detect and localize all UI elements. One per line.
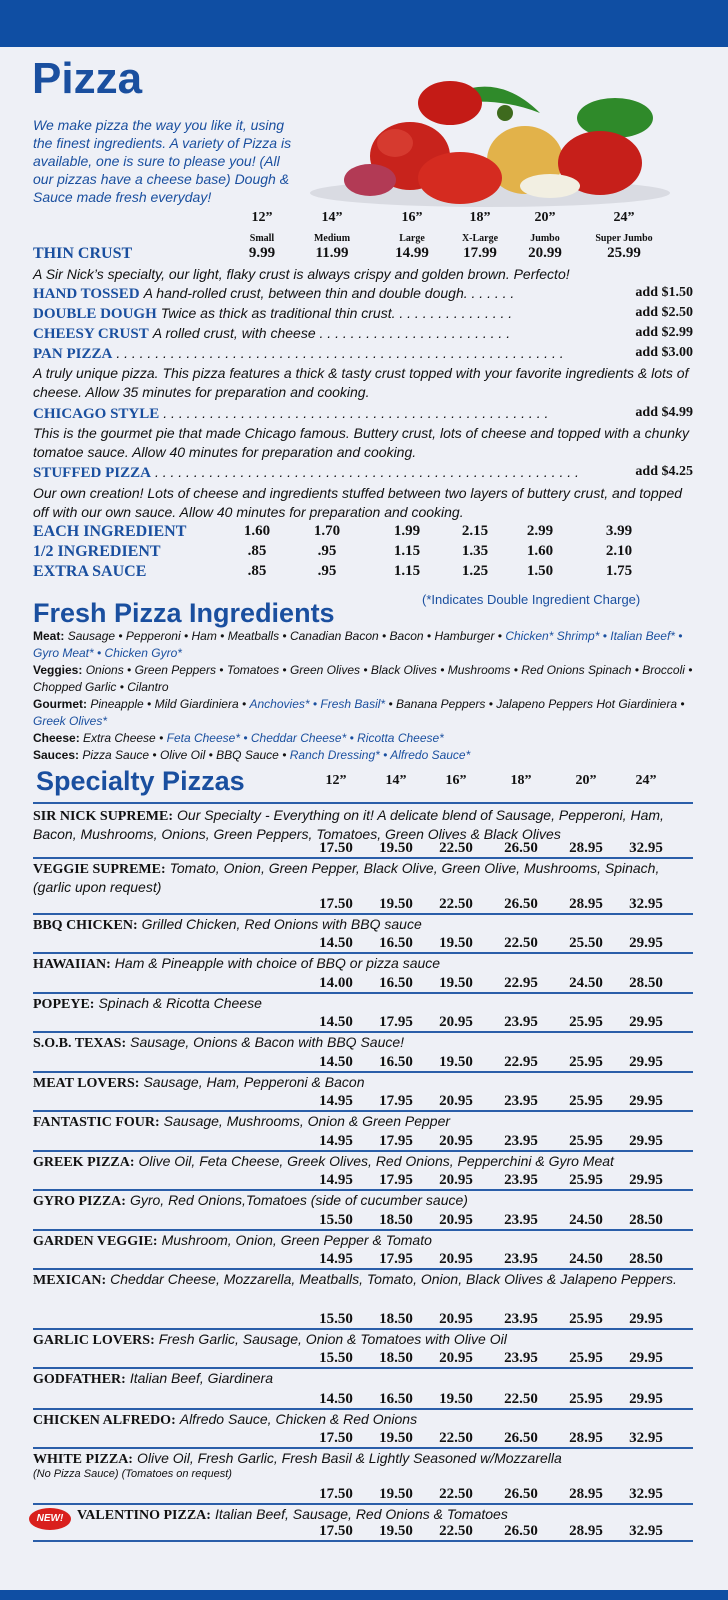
specialty-price: 17.50: [319, 1523, 353, 1539]
spec-size-14: 14”: [385, 773, 407, 788]
gourmet-list-2: • Banana Peppers • Jalapeno Peppers Hot Giardiniera •: [388, 697, 685, 711]
gourmet-double-list-2: Greek Olives*: [33, 714, 108, 728]
ingredients-sauces: [33, 747, 693, 764]
gourmet-label: Gourmet:: [33, 697, 87, 711]
specialty-price: 22.95: [504, 1054, 538, 1070]
meat-double-list: Chicken* Shrimp* • Italian Beef* • Gyro Meat* • Chicken Gyro*: [33, 629, 683, 660]
specialty-desc: Ham & Pineapple with choice of BBQ or pizza sauce: [114, 955, 441, 971]
crust-row: [33, 285, 693, 305]
specialty-price: 25.95: [569, 1391, 603, 1407]
specialty-text: [33, 859, 693, 897]
specialty-prices: [33, 1132, 693, 1150]
crust-name: HAND TOSSED: [33, 286, 140, 302]
ingredients-title: Fresh Pizza Ingredients: [33, 598, 335, 628]
specialty-prices: [33, 1310, 693, 1328]
specialty-price: 29.95: [629, 1172, 663, 1188]
sauces-label: Sauces:: [33, 748, 80, 762]
specialty-item: [33, 1270, 693, 1330]
specialty-text: [33, 1073, 693, 1092]
specialty-price: 23.95: [504, 1014, 538, 1030]
specialty-price: 32.95: [629, 1486, 663, 1502]
specialty-price: 22.50: [504, 935, 538, 951]
crust-price: add $2.99: [631, 325, 693, 341]
specialty-price: 19.50: [379, 896, 413, 912]
specialty-price: 22.50: [439, 896, 473, 912]
ingredients-meat: [33, 628, 693, 662]
size-name-medium: Medium: [313, 233, 351, 244]
specialty-price: 23.95: [504, 1212, 538, 1228]
extra-price: 2.99: [526, 523, 554, 539]
size-20: 20”: [534, 210, 556, 225]
specialty-price: 20.95: [439, 1133, 473, 1149]
top-banner: [0, 0, 728, 47]
specialty-price: 17.50: [319, 1486, 353, 1502]
specialty-price: 17.95: [379, 1172, 413, 1188]
specialty-prices: [33, 1429, 693, 1447]
specialty-item: [33, 1449, 693, 1505]
size-24: 24”: [613, 210, 635, 225]
thin-crust-price-16: 14.99: [395, 245, 429, 261]
specialty-desc: Olive Oil, Feta Cheese, Greek Olives, Red Onions, Pepperchini & Gyro Meat: [138, 1153, 614, 1169]
specialty-price: 17.50: [319, 896, 353, 912]
spec-size-12: 12”: [325, 773, 347, 788]
crust-name: DOUBLE DOUGH: [33, 306, 157, 322]
specialty-price: 14.95: [319, 1093, 353, 1109]
specialty-price: 20.95: [439, 1251, 473, 1267]
extra-price: 1.75: [605, 563, 633, 579]
specialty-price: 14.50: [319, 1391, 353, 1407]
specialty-item: [33, 954, 693, 994]
extra-label: 1/2 INGREDIENT: [33, 543, 161, 560]
specialty-price: 29.95: [629, 1014, 663, 1030]
extra-label: EACH INGREDIENT: [33, 523, 187, 540]
cheese-list: Extra Cheese •: [83, 731, 164, 745]
specialty-prices: [33, 1013, 693, 1031]
specialty-price: 22.95: [504, 975, 538, 991]
specialty-price: 15.50: [319, 1212, 353, 1228]
specialty-item: [33, 806, 693, 859]
specialty-price: 28.95: [569, 896, 603, 912]
specialty-price: 19.50: [379, 1523, 413, 1539]
specialty-price: 23.95: [504, 1311, 538, 1327]
specialty-price: 23.95: [504, 1093, 538, 1109]
pan-pizza-desc: A truly unique pizza. This pizza features a thick & tasty crust topped with your favorite ingredients & lots of cheese. Allow 35 minutes for preparation and cooking.: [33, 365, 689, 400]
specialty-desc: Sausage, Ham, Pepperoni & Bacon: [143, 1074, 365, 1090]
specialty-price: 22.50: [439, 1523, 473, 1539]
bottom-banner: [0, 1590, 728, 1600]
specialty-price: 25.95: [569, 1054, 603, 1070]
crust-desc: A hand-rolled crust, between thin and double dough. . . . . . .: [143, 285, 515, 301]
specialty-price: 16.50: [379, 1054, 413, 1070]
specialty-price: 19.50: [439, 1054, 473, 1070]
specialty-item: [33, 1369, 693, 1410]
specialty-name: SIR NICK SUPREME:: [33, 809, 174, 824]
crust-price: add $2.50: [631, 305, 693, 321]
specialty-name: MEAT LOVERS:: [33, 1076, 140, 1091]
chicago-row: [33, 405, 693, 425]
extra-price: .95: [317, 543, 337, 559]
specialty-name: VALENTINO PIZZA:: [77, 1508, 211, 1523]
specialty-price: 23.95: [504, 1350, 538, 1366]
specialty-price: 29.95: [629, 1311, 663, 1327]
spec-size-18: 18”: [510, 773, 532, 788]
specialty-item: [33, 1152, 693, 1191]
extra-price: .85: [247, 543, 267, 559]
specialty-name: GARDEN VEGGIE:: [33, 1234, 158, 1249]
specialty-price: 19.50: [439, 975, 473, 991]
specialty-price: 32.95: [629, 1430, 663, 1446]
specialty-price: 17.95: [379, 1251, 413, 1267]
specialty-price: 14.50: [319, 1054, 353, 1070]
specialty-price: 22.50: [504, 1391, 538, 1407]
specialty-subnote: (No Pizza Sauce) (Tomatoes on request): [33, 1468, 232, 1480]
specialty-text: [33, 1231, 693, 1250]
specialty-prices: [33, 1250, 693, 1268]
meat-label: Meat:: [33, 629, 65, 643]
gourmet-double-list: Anchovies* • Fresh Basil*: [249, 697, 386, 711]
specialty-price: 25.95: [569, 1014, 603, 1030]
specialty-price: 22.50: [439, 1486, 473, 1502]
extra-label: EXTRA SAUCE: [33, 563, 147, 580]
specialty-item: [33, 1073, 693, 1112]
specialty-price: 28.95: [569, 1430, 603, 1446]
specialty-price: 29.95: [629, 1054, 663, 1070]
crust-row: [33, 345, 693, 365]
extra-price: .85: [247, 563, 267, 579]
specialty-price: 14.95: [319, 1133, 353, 1149]
specialty-price: 20.95: [439, 1093, 473, 1109]
size-14: 14”: [321, 210, 343, 225]
specialty-name: HAWAIIAN:: [33, 957, 111, 972]
specialty-price: 24.50: [569, 975, 603, 991]
specialty-price: 29.95: [629, 1133, 663, 1149]
specialty-desc: Italian Beef, Giardinera: [129, 1370, 274, 1386]
specialty-price: 18.50: [379, 1350, 413, 1366]
specialty-price: 18.50: [379, 1311, 413, 1327]
stuffed-desc: Our own creation! Lots of cheese and ingredients stuffed between two layers of buttery crust, and topped off with our own sauce. Allow 40 minutes for preparation and cooking.: [33, 485, 683, 520]
stuffed-name: STUFFED PIZZA: [33, 465, 151, 481]
specialty-price: 22.50: [439, 1430, 473, 1446]
specialty-price: 16.50: [379, 935, 413, 951]
specialty-price: 26.50: [504, 1486, 538, 1502]
specialty-text: [33, 1191, 693, 1210]
crust-name: CHEESY CRUST: [33, 326, 149, 342]
specialty-desc: Italian Beef, Sausage, Red Onions & Tomatoes: [214, 1506, 508, 1522]
specialty-desc: Spinach & Ricotta Cheese: [98, 995, 262, 1011]
specialty-text: [33, 1152, 693, 1171]
specialty-prices: [33, 1349, 693, 1367]
specialty-prices: [33, 1092, 693, 1110]
specialty-divider: [33, 802, 693, 804]
specialty-name: BBQ CHICKEN:: [33, 918, 138, 933]
specialty-price: 29.95: [629, 1093, 663, 1109]
specialty-price: 19.50: [439, 935, 473, 951]
specialty-price: 26.50: [504, 896, 538, 912]
specialty-desc: Olive Oil, Fresh Garlic, Fresh Basil & Lightly Seasoned w/Mozzarella: [136, 1450, 562, 1466]
specialty-price: 32.95: [629, 1523, 663, 1539]
extra-price: 2.15: [461, 523, 489, 539]
size-name-large: Large: [399, 233, 425, 244]
specialty-prices: [33, 895, 693, 913]
specialty-price: 32.95: [629, 896, 663, 912]
specialty-price: 16.50: [379, 1391, 413, 1407]
specialty-prices: [33, 1390, 693, 1408]
specialty-prices: [33, 1485, 693, 1503]
specialty-price: 20.95: [439, 1311, 473, 1327]
specialty-text: [33, 1033, 693, 1052]
chicago-name: CHICAGO STYLE: [33, 406, 160, 422]
specialty-text: [33, 1369, 693, 1388]
specialty-prices: [33, 1211, 693, 1229]
specialty-price: 29.95: [629, 935, 663, 951]
specialty-price: 25.95: [569, 1350, 603, 1366]
extra-price: 2.10: [605, 543, 633, 559]
specialty-text: [33, 1112, 693, 1131]
size-18: 18”: [469, 210, 491, 225]
crust-row: [33, 325, 693, 345]
specialty-desc: Our Specialty - Everything on it! A delicate blend of Sausage, Pepperoni, Ham, Bacon, Mushrooms, Onions, Green Peppers, Tomatoes, Green Olives & Black Olives: [33, 807, 664, 842]
specialty-desc: Sausage, Onions & Bacon with BBQ Sauce!: [130, 1034, 405, 1050]
specialty-name: GARLIC LOVERS:: [33, 1333, 155, 1348]
thin-crust-price-20: 20.99: [528, 245, 562, 261]
specialty-name: VEGGIE SUPREME:: [33, 862, 166, 877]
specialty-price: 25.95: [569, 1093, 603, 1109]
specialty-price: 25.95: [569, 1311, 603, 1327]
specialty-price: 23.95: [504, 1133, 538, 1149]
specialty-desc: Fresh Garlic, Sausage, Onion & Tomatoes with Olive Oil: [158, 1331, 507, 1347]
thin-crust-price-14: 11.99: [315, 245, 349, 261]
size-12: 12”: [251, 210, 273, 225]
extra-price: 1.15: [393, 563, 421, 579]
extra-price: 1.99: [393, 523, 421, 539]
specialty-desc: Mushroom, Onion, Green Pepper & Tomato: [161, 1232, 432, 1248]
thin-crust-label: THIN CRUST: [33, 245, 133, 262]
specialty-desc: Sausage, Mushrooms, Onion & Green Pepper: [163, 1113, 451, 1129]
specialty-text: [33, 1330, 693, 1349]
chicago-price: add $4.99: [631, 405, 693, 421]
specialty-price: 25.95: [569, 1133, 603, 1149]
specialty-price: 15.50: [319, 1311, 353, 1327]
extra-price: 1.35: [461, 543, 489, 559]
specialty-name: MEXICAN:: [33, 1273, 107, 1288]
specialty-price: 20.95: [439, 1014, 473, 1030]
specialty-prices: [33, 1522, 693, 1540]
double-charge-note: (*Indicates Double Ingredient Charge): [422, 592, 641, 607]
extra-price: 1.15: [393, 543, 421, 559]
specialty-price: 28.95: [569, 1486, 603, 1502]
specialty-prices: [33, 839, 693, 857]
specialty-item: [33, 1033, 693, 1073]
specialty-name: S.O.B. TEXAS:: [33, 1036, 127, 1051]
spec-size-24: 24”: [635, 773, 657, 788]
specialty-price: 14.50: [319, 1014, 353, 1030]
sauces-list: Pizza Sauce • Olive Oil • BBQ Sauce •: [82, 748, 287, 762]
size-name-small: Small: [249, 233, 275, 244]
specialty-name: CHICKEN ALFREDO:: [33, 1413, 176, 1428]
specialty-price: 26.50: [504, 1523, 538, 1539]
new-badge: NEW!: [29, 1508, 71, 1530]
specialty-item: [33, 859, 693, 915]
specialty-name: GYRO PIZZA:: [33, 1194, 126, 1209]
specialty-item: [33, 994, 693, 1033]
intro-text: We make pizza the way you like it, using the finest ingredients. A variety of Pizza is available, one is sure to please you! (All our pizzas have a cheese base) Dough & Sauce made fresh everyday!: [33, 117, 292, 205]
specialty-price: 25.95: [569, 1172, 603, 1188]
crust-price: add $1.50: [631, 285, 693, 301]
extra-price: 3.99: [605, 523, 633, 539]
specialty-price: 20.95: [439, 1350, 473, 1366]
specialty-price: 23.95: [504, 1172, 538, 1188]
specialty-price: 19.50: [439, 1391, 473, 1407]
thin-crust-price-24: 25.99: [607, 245, 641, 261]
specialty-price: 17.95: [379, 1014, 413, 1030]
specialty-item: [33, 1191, 693, 1231]
crust-name: PAN PIZZA: [33, 346, 113, 362]
page-title: Pizza: [32, 54, 143, 103]
thin-crust-price-12: 9.99: [248, 245, 276, 261]
specialty-item: [33, 1505, 693, 1542]
specialty-text: [33, 954, 693, 973]
specialty-desc: Tomato, Onion, Green Pepper, Black Olive, Green Olive, Mushrooms, Spinach, (garlic upon request): [33, 860, 660, 895]
specialty-price: 18.50: [379, 1212, 413, 1228]
specialty-price: 22.50: [439, 840, 473, 856]
ingredients-cheese: [33, 730, 693, 747]
specialty-price: 25.50: [569, 935, 603, 951]
specialty-price: 16.50: [379, 975, 413, 991]
specialty-price: 29.95: [629, 1350, 663, 1366]
specialty-price: 24.50: [569, 1212, 603, 1228]
chicago-desc: This is the gourmet pie that made Chicago famous. Buttery crust, lots of cheese and topped with a chunky tomatoe sauce. Allow 40 minutes for preparation and cooking.: [33, 425, 690, 460]
ingredients-veggies: [33, 662, 693, 696]
specialty-text: [33, 994, 693, 1013]
crust-desc: . . . . . . . . . . . . . . . . . . . . . . . . . . . . . . . . . . . . . . . . . . . . . . . . . . . . . . . . . .: [116, 345, 564, 361]
specialty-name: WHITE PIZZA:: [33, 1452, 133, 1467]
specialty-price: 14.50: [319, 935, 353, 951]
extra-price: .95: [317, 563, 337, 579]
cheese-label: Cheese:: [33, 731, 80, 745]
specialty-price: 19.50: [379, 1486, 413, 1502]
stuffed-dots: . . . . . . . . . . . . . . . . . . . . . . . . . . . . . . . . . . . . . . . . . . . . . . . . . . . . . . .: [154, 464, 579, 480]
specialty-price: 17.95: [379, 1093, 413, 1109]
specialty-price: 19.50: [379, 840, 413, 856]
specialty-price: 28.95: [569, 840, 603, 856]
specialty-name: GREEK PIZZA:: [33, 1155, 135, 1170]
specialty-item: [33, 1112, 693, 1152]
specialty-prices: [33, 974, 693, 992]
specialty-price: 28.50: [629, 1251, 663, 1267]
specialty-item: [33, 1231, 693, 1270]
size-name-jumbo: Jumbo: [530, 233, 560, 244]
specialty-name: POPEYE:: [33, 997, 95, 1012]
size-name-super-jumbo: Super Jumbo: [595, 233, 653, 244]
cheese-double-list: Feta Cheese* • Cheddar Cheese* • Ricotta Cheese*: [166, 731, 444, 745]
specialty-price: 23.95: [504, 1251, 538, 1267]
stuffed-price: add $4.25: [631, 464, 693, 480]
extra-price: 1.50: [526, 563, 554, 579]
crust-desc: Twice as thick as traditional thin crust. . . . . . . . . . . . . . . .: [160, 305, 513, 321]
specialty-price: 17.50: [319, 1430, 353, 1446]
specialty-text: [33, 1449, 693, 1468]
specialty-price: 14.00: [319, 975, 353, 991]
specialty-prices: [33, 1053, 693, 1071]
stuffed-row: [33, 464, 693, 484]
specialty-price: 15.50: [319, 1350, 353, 1366]
chicago-dots: . . . . . . . . . . . . . . . . . . . . . . . . . . . . . . . . . . . . . . . . . . . . . . . . . .: [163, 405, 549, 421]
specialty-price: 14.95: [319, 1251, 353, 1267]
specialty-text: [33, 1410, 693, 1429]
specialty-price: 19.50: [379, 1430, 413, 1446]
specialty-price: 26.50: [504, 840, 538, 856]
specialty-name: FANTASTIC FOUR:: [33, 1115, 160, 1130]
specialty-item: [33, 1410, 693, 1449]
specialty-prices: [33, 934, 693, 952]
specialty-name: GODFATHER:: [33, 1372, 126, 1387]
veggies-list: Onions • Green Peppers • Tomatoes • Green Olives • Black Olives • Mushrooms • Red Onions Spinach • Broccoli • Chopped Garlic • Cilantro: [33, 663, 693, 694]
crust-desc: A rolled crust, with cheese . . . . . . . . . . . . . . . . . . . . . . . . .: [152, 325, 511, 341]
specialty-price: 24.50: [569, 1251, 603, 1267]
thin-crust-desc: A Sir Nick’s specialty, our light, flaky crust is always crispy and golden brown. Perfecto!: [33, 266, 570, 282]
ingredients-gourmet: [33, 696, 693, 730]
size-16: 16”: [401, 210, 423, 225]
specialty-desc: Cheddar Cheese, Mozzarella, Meatballs, Tomato, Onion, Black Olives & Jalapeno Peppers.: [110, 1271, 677, 1287]
extra-price: 1.70: [313, 523, 341, 539]
thin-crust-price-18: 17.99: [463, 245, 497, 261]
gourmet-list: Pineapple • Mild Giardiniera •: [90, 697, 247, 711]
specialty-price: 14.95: [319, 1172, 353, 1188]
specialty-price: 28.95: [569, 1523, 603, 1539]
specialty-price: 20.95: [439, 1212, 473, 1228]
specialty-price: 17.95: [379, 1133, 413, 1149]
specialty-desc: Alfredo Sauce, Chicken & Red Onions: [179, 1411, 418, 1427]
specialty-text: [33, 915, 693, 934]
specialty-prices: [33, 1171, 693, 1189]
specialty-item: [33, 1330, 693, 1369]
veggies-label: Veggies:: [33, 663, 83, 677]
spec-size-20: 20”: [575, 773, 597, 788]
crust-row: [33, 305, 693, 325]
specialty-price: 26.50: [504, 1430, 538, 1446]
specialty-price: 20.95: [439, 1172, 473, 1188]
specialty-price: 17.50: [319, 840, 353, 856]
meat-list: Sausage • Pepperoni • Ham • Meatballs • Canadian Bacon • Bacon • Hamburger •: [67, 629, 502, 643]
specialty-desc: Grilled Chicken, Red Onions with BBQ sauce: [141, 916, 422, 932]
sauces-double-list: Ranch Dressing* • Alfredo Sauce*: [289, 748, 471, 762]
size-name-xlarge: X-Large: [461, 233, 499, 244]
specialty-price: 28.50: [629, 1212, 663, 1228]
specialty-price: 28.50: [629, 975, 663, 991]
specialty-price: 32.95: [629, 840, 663, 856]
specialty-text: [33, 1270, 693, 1289]
extra-price: 1.25: [461, 563, 489, 579]
specialty-price: 29.95: [629, 1391, 663, 1407]
extra-price: 1.60: [526, 543, 554, 559]
crust-price: add $3.00: [631, 345, 693, 361]
specialty-desc: Gyro, Red Onions,Tomatoes (side of cucumber sauce): [129, 1192, 468, 1208]
specialty-title: Specialty Pizzas: [36, 766, 245, 796]
specialty-item: [33, 915, 693, 954]
extra-price: 1.60: [243, 523, 271, 539]
spec-size-16: 16”: [445, 773, 467, 788]
vegetables-image: [300, 68, 680, 208]
